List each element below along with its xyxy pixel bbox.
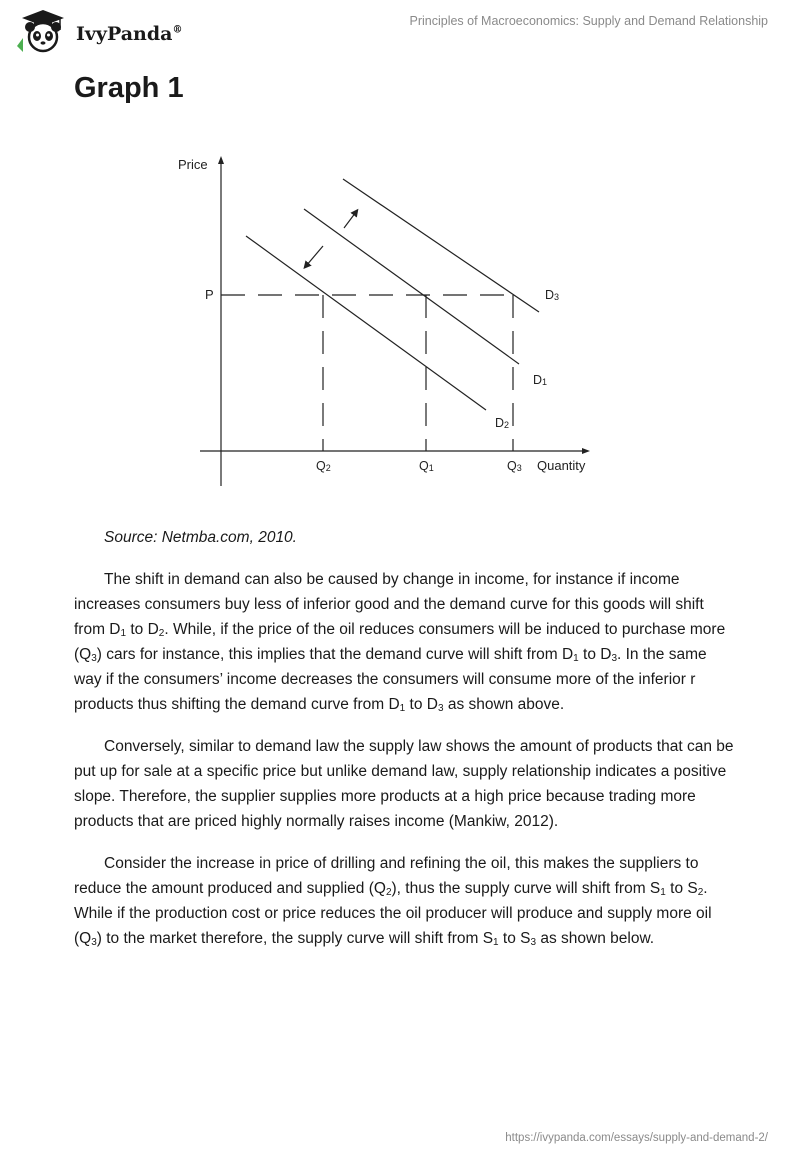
x-axis-label: Quantity <box>537 458 586 473</box>
footer-url[interactable]: https://ivypanda.com/essays/supply-and-demand-2/ <box>505 1132 768 1144</box>
subscript: 2 <box>385 887 392 898</box>
tick-q2: Q2 <box>316 459 331 473</box>
page-header <box>0 0 800 60</box>
label-d3: D3 <box>545 288 560 302</box>
article-body <box>74 567 734 968</box>
shift-arrow-left <box>306 246 323 266</box>
subscript: 3 <box>611 653 618 664</box>
paragraph: Conversely, similar to demand law the supply law shows the amount of products that can be put up for sale at a specific price but unlike demand law, supply relationship indicates a positive slope. Therefore, the supplier supplies more products at a high price because trading more products that are priced highly normally raises income (Mankiw, 2012). <box>74 738 734 830</box>
curve-d1 <box>304 209 519 364</box>
price-label: P <box>205 287 214 302</box>
y-axis-arrow <box>218 156 224 164</box>
graph-heading: Graph 1 <box>74 72 184 104</box>
label-d1: D1 <box>533 373 548 387</box>
tick-q1: Q1 <box>419 459 434 473</box>
curve-d2 <box>246 236 486 410</box>
subscript: 2 <box>158 628 165 639</box>
x-axis-arrow <box>582 448 590 454</box>
document-title: Principles of Macroeconomics: Supply and Demand Relationship <box>409 14 768 28</box>
tick-q3: Q3 <box>507 459 522 473</box>
panda-logo-icon <box>14 8 72 54</box>
graph-svg <box>0 140 800 500</box>
subscript: 1 <box>120 628 127 639</box>
y-axis-label: Price <box>178 157 208 172</box>
subscript: 3 <box>530 937 537 948</box>
graph-source: Source: Netmba.com, 2010. <box>104 529 297 546</box>
brand-name: IvyPanda® <box>76 23 183 45</box>
brand-logo[interactable] <box>14 8 182 54</box>
subscript: 1 <box>399 703 406 714</box>
label-d2: D2 <box>495 416 510 430</box>
subscript: 3 <box>91 937 97 948</box>
subscript: 2 <box>697 887 704 898</box>
subscript: 1 <box>660 887 666 898</box>
paragraph: Consider the increase in price of drilling and refining the oil, this makes the suppliers to reduce the amount produced and supplied $(Q_2)$, thus the supply curve will shift from $S_1$ to $S_2$. While if the production cost or price reduces the oil producer will produce and supply more oil $(Q_3)$ to the market therefore, the supply curve will shift from $S_1$ to $S_3$ as shown below. <box>74 855 712 948</box>
subscript: 3 <box>91 653 97 664</box>
curve-d3 <box>343 179 539 312</box>
shift-arrow-right <box>344 212 356 228</box>
subscript: 3 <box>437 703 444 714</box>
paragraph: The shift in demand can also be caused by change in income, for instance if income increases consumers buy less of inferior good and the demand curve for this goods will shift from $D_1$ to $D_2$. While, if the price of the oil reduces consumers will be induced to purchase more $(Q_3)$ cars for instance, this implies that the demand curve will shift from $D_1$ to $D_3$. In the same way if the consumers’ income decreases the consumers will consume more of the inferior r products thus shifting the demand curve from $D_1$ to $D_3$ as shown above. <box>74 571 726 714</box>
subscript: 1 <box>573 653 579 664</box>
demand-shift-graph <box>0 140 800 500</box>
subscript: 1 <box>493 937 499 948</box>
